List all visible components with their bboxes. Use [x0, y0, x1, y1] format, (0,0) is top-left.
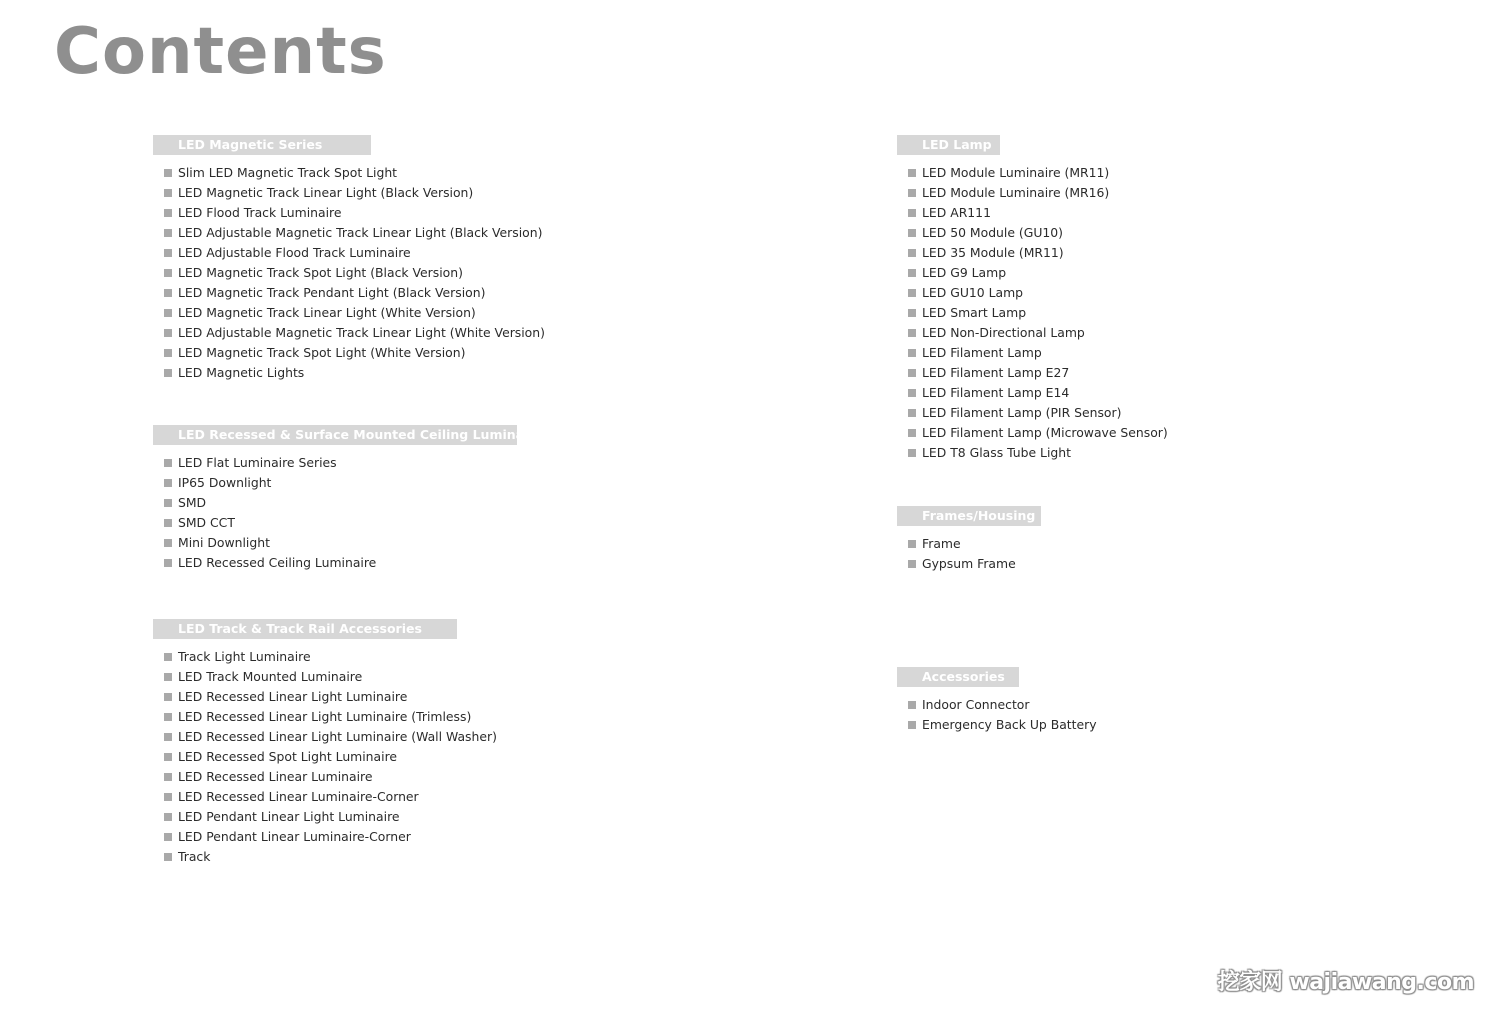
square-bullet-icon — [908, 389, 916, 397]
list-item-label: LED Adjustable Magnetic Track Linear Light (Black Version) — [178, 225, 543, 240]
list-item-label: LED Recessed Linear Luminaire — [178, 769, 373, 784]
square-bullet-icon — [908, 289, 916, 297]
list-item-label: LED Magnetic Track Spot Light (White Version) — [178, 345, 466, 360]
square-bullet-icon — [908, 209, 916, 217]
square-bullet-icon — [164, 559, 172, 567]
list-item-label: Track — [178, 849, 211, 864]
square-bullet-icon — [164, 653, 172, 661]
square-bullet-icon — [164, 169, 172, 177]
square-bullet-icon — [908, 189, 916, 197]
list-item-label: IP65 Downlight — [178, 475, 272, 490]
section-header: Accessories — [897, 667, 1019, 687]
square-bullet-icon — [164, 459, 172, 467]
square-bullet-icon — [908, 369, 916, 377]
square-bullet-icon — [164, 499, 172, 507]
square-bullet-icon — [164, 793, 172, 801]
list-item-label: Mini Downlight — [178, 535, 270, 550]
list-item-label: LED AR111 — [922, 205, 991, 220]
list-item-label: LED Module Luminaire (MR16) — [922, 185, 1110, 200]
list-item-label: LED Magnetic Track Linear Light (Black Version) — [178, 185, 474, 200]
list-item-label: LED Filament Lamp E14 — [922, 385, 1070, 400]
section-led-lamp — [897, 135, 1168, 463]
square-bullet-icon — [164, 209, 172, 217]
list-item-label: LED Adjustable Magnetic Track Linear Light (White Version) — [178, 325, 545, 340]
list-item-label: LED Pendant Linear Light Luminaire — [178, 809, 400, 824]
section-header: LED Magnetic Series — [153, 135, 371, 155]
square-bullet-icon — [164, 753, 172, 761]
list-item-label: LED Filament Lamp E27 — [922, 365, 1070, 380]
section-accessories — [897, 667, 1097, 735]
list-item-label: LED Recessed Linear Light Luminaire — [178, 689, 408, 704]
square-bullet-icon — [908, 229, 916, 237]
list-item-label: LED Magnetic Track Spot Light (Black Version) — [178, 265, 463, 280]
list-item-label: LED Magnetic Track Linear Light (White Version) — [178, 305, 476, 320]
square-bullet-icon — [164, 249, 172, 257]
list-item-label: LED Adjustable Flood Track Luminaire — [178, 245, 411, 260]
list-item-label: LED Smart Lamp — [922, 305, 1027, 320]
list-item-label: Indoor Connector — [922, 697, 1030, 712]
list-item-label: Track Light Luminaire — [178, 649, 311, 664]
list-item-label: LED Filament Lamp (Microwave Sensor) — [922, 425, 1168, 440]
list-item-label: LED Recessed Linear Luminaire-Corner — [178, 789, 419, 804]
watermark-logo: 挖家网 wajiawang.com — [1217, 970, 1474, 995]
square-bullet-icon — [164, 479, 172, 487]
list-item-label: LED 35 Module (MR11) — [922, 245, 1064, 260]
item-list — [153, 639, 497, 867]
item-list — [153, 155, 545, 383]
list-item-label: Emergency Back Up Battery — [922, 717, 1097, 732]
item-list — [897, 526, 1041, 574]
section-header: LED Lamp — [897, 135, 1000, 155]
list-item-label: LED Magnetic Lights — [178, 365, 305, 380]
square-bullet-icon — [908, 449, 916, 457]
square-bullet-icon — [164, 693, 172, 701]
square-bullet-icon — [908, 560, 916, 568]
list-item-label: LED Magnetic Track Pendant Light (Black Version) — [178, 285, 486, 300]
section-header: LED Track & Track Rail Accessories — [153, 619, 457, 639]
item-list — [153, 445, 517, 573]
square-bullet-icon — [908, 701, 916, 709]
section-frames-housing — [897, 506, 1041, 574]
list-item-label: LED G9 Lamp — [922, 265, 1007, 280]
square-bullet-icon — [164, 189, 172, 197]
square-bullet-icon — [164, 773, 172, 781]
list-item-label: LED T8 Glass Tube Light — [922, 445, 1071, 460]
list-item-label: LED GU10 Lamp — [922, 285, 1024, 300]
square-bullet-icon — [164, 713, 172, 721]
item-list — [897, 687, 1097, 735]
square-bullet-icon — [164, 673, 172, 681]
list-item-label: LED Non-Directional Lamp — [922, 325, 1085, 340]
list-item-label: SMD — [178, 495, 207, 510]
section-led-recessed-surface — [153, 425, 544, 573]
list-item-label: LED Flat Luminaire Series — [178, 455, 337, 470]
list-item-label: LED Module Luminaire (MR11) — [922, 165, 1110, 180]
section-led-magnetic-series — [153, 135, 545, 383]
list-item-label: LED Recessed Linear Light Luminaire (Trimless) — [178, 709, 472, 724]
square-bullet-icon — [164, 329, 172, 337]
list-item-label: Frame — [922, 536, 961, 551]
square-bullet-icon — [164, 349, 172, 357]
square-bullet-icon — [908, 309, 916, 317]
list-item-label: LED Recessed Linear Light Luminaire (Wall Washer) — [178, 729, 497, 744]
list-item-label: LED Filament Lamp (PIR Sensor) — [922, 405, 1122, 420]
square-bullet-icon — [164, 853, 172, 861]
list-item-label: Slim LED Magnetic Track Spot Light — [178, 165, 398, 180]
item-list — [897, 155, 1168, 463]
section-led-track-accessories — [153, 619, 497, 867]
page-title: Contents — [54, 15, 387, 89]
square-bullet-icon — [164, 539, 172, 547]
square-bullet-icon — [908, 349, 916, 357]
list-item-label: LED Flood Track Luminaire — [178, 205, 342, 220]
square-bullet-icon — [908, 169, 916, 177]
square-bullet-icon — [908, 721, 916, 729]
list-item-label: LED Filament Lamp — [922, 345, 1042, 360]
square-bullet-icon — [908, 540, 916, 548]
list-item-label: LED Pendant Linear Luminaire-Corner — [178, 829, 411, 844]
square-bullet-icon — [164, 229, 172, 237]
square-bullet-icon — [164, 833, 172, 841]
section-header: LED Recessed & Surface Mounted Ceiling Luminaire — [153, 425, 517, 445]
square-bullet-icon — [164, 269, 172, 277]
square-bullet-icon — [908, 249, 916, 257]
square-bullet-icon — [164, 813, 172, 821]
list-item-label: Gypsum Frame — [922, 556, 1016, 571]
square-bullet-icon — [164, 289, 172, 297]
list-item-label: LED Recessed Ceiling Luminaire — [178, 555, 377, 570]
square-bullet-icon — [164, 733, 172, 741]
square-bullet-icon — [908, 409, 916, 417]
square-bullet-icon — [164, 309, 172, 317]
square-bullet-icon — [908, 269, 916, 277]
square-bullet-icon — [908, 429, 916, 437]
square-bullet-icon — [908, 329, 916, 337]
square-bullet-icon — [164, 369, 172, 377]
section-header: Frames/Housing — [897, 506, 1041, 526]
square-bullet-icon — [164, 519, 172, 527]
list-item-label: SMD CCT — [178, 515, 235, 530]
list-item-label: LED Recessed Spot Light Luminaire — [178, 749, 398, 764]
list-item-label: LED Track Mounted Luminaire — [178, 669, 363, 684]
list-item-label: LED 50 Module (GU10) — [922, 225, 1064, 240]
